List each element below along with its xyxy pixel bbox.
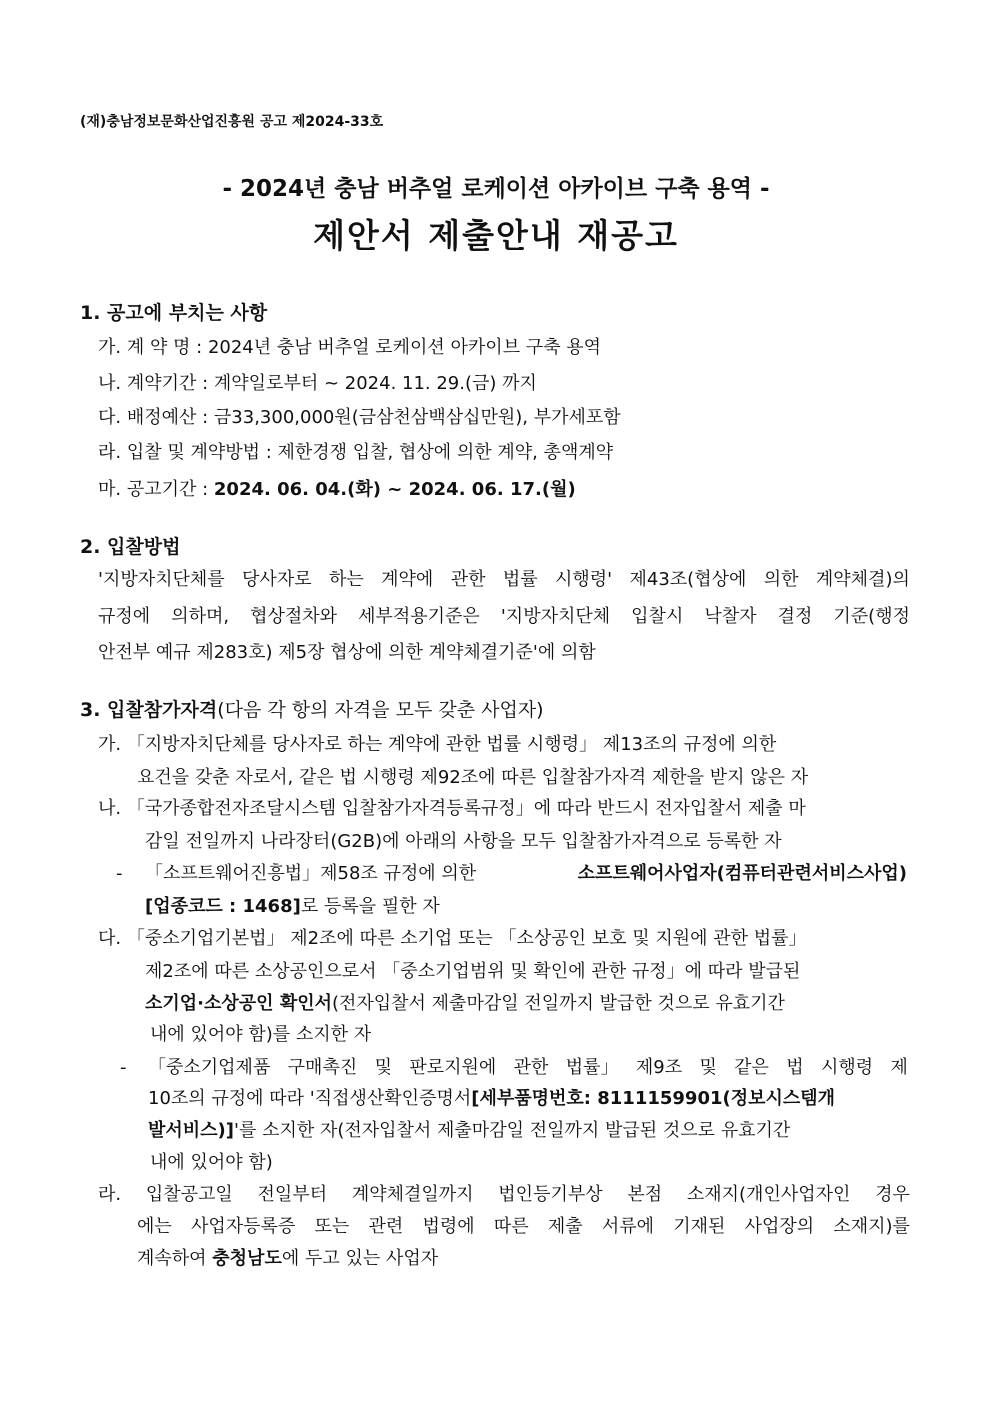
section3-item-na-cont: 감일 전일까지 나라장터(G2B)에 아래의 사항을 모두 입찰참가자격으로 등록한 자 [145, 831, 782, 852]
word: 의한 [763, 569, 799, 590]
section3-item-ra [98, 1183, 910, 1207]
word: 제출 [547, 1216, 583, 1237]
word: 본점 [627, 1184, 663, 1205]
word: '지방자치단체를 [98, 569, 225, 590]
item-value: 2024년 충남 버추얼 로케이션 아카이브 구축 용역 [207, 337, 602, 358]
word: 기준(행정 [833, 606, 910, 627]
section2-line [98, 568, 910, 592]
item-label: 라. 입찰 및 계약방법 : [98, 442, 278, 463]
word: 판로지원에 [409, 1057, 497, 1078]
document-title: 제안서 제출안내 재공고 [313, 216, 679, 255]
line-text [98, 605, 910, 629]
word: 하는 [328, 569, 364, 590]
certificate-name: 소기업·소상공인 확인서 [145, 993, 332, 1014]
word: 사업장의 [744, 1216, 815, 1237]
word: 법인등기부상 [498, 1184, 603, 1205]
word: 관한 [513, 1057, 549, 1078]
notice-number: (재)충남정보문화산업진흥원 공고 제2024-33호 [80, 114, 384, 130]
section1-item-bid-method [98, 441, 613, 465]
word: 입찰시 [631, 606, 684, 627]
item-number-cont: 발서비스)] [148, 1120, 235, 1141]
section3-item-ra-cont [137, 1215, 910, 1239]
line-text [98, 1183, 910, 1207]
line-text: 에 두고 있는 사업자 [281, 1248, 439, 1269]
word: 따른 [493, 1216, 529, 1237]
heading-rest: (다음 각 항의 자격을 모두 갖춘 사업자) [217, 699, 544, 721]
section3-da-sub-line [148, 1056, 908, 1080]
section1-heading: 1. 공고에 부치는 사항 [80, 302, 268, 324]
section3-item-da-cont [145, 992, 785, 1016]
word: 기재된 [673, 1216, 726, 1237]
word: 제43조(협상에 [629, 569, 747, 590]
region-name: 충청남도 [212, 1248, 282, 1269]
word: 관한 [450, 569, 486, 590]
section3-da-sub-line [148, 1087, 835, 1111]
list-dash: - [116, 863, 123, 884]
section3-item-da-cont: 제2조에 따른 소상공인으로서 「중소기업범위 및 확인에 관한 규정」에 따라 발급된 [145, 961, 801, 982]
word: 사업자등록증 [190, 1216, 296, 1237]
word: 및 [374, 1057, 392, 1078]
sub-text: 「소프트웨어진흥법」제58조 규정에 의한 [145, 863, 477, 884]
section2-line: 안전부 예규 제283호) 제5장 협상에 의한 계약체결기준'에 의함 [98, 642, 596, 663]
word: 법 [786, 1057, 804, 1078]
word: '지방자치단체 [500, 606, 611, 627]
word: 시행령' [555, 569, 613, 590]
word: 결정 [777, 606, 813, 627]
line-text [98, 568, 910, 592]
section3-item-ga-cont: 요건을 갖춘 자로서, 같은 법 시행령 제92조에 따른 입찰참가자격 제한을 받지 않은 자 [137, 767, 809, 788]
heading-bold: 3. 입찰참가자격 [80, 699, 218, 721]
word: 의하며, [171, 606, 230, 627]
section3-na-sub-line [145, 862, 907, 886]
sub-text: (전자입찰서 제출마감일 전일까지 발급한 것으로 유효기간 [331, 993, 785, 1014]
section3-item-da-cont: 내에 있어야 함)를 소지한 자 [150, 1024, 372, 1045]
section3-na-sub-line [145, 895, 440, 919]
word: 또는 [314, 1216, 350, 1237]
sub-bold-text: 소프트웨어사업자(컴퓨터관련서비스사업) [577, 863, 907, 884]
word: 입찰공고일 [145, 1184, 233, 1205]
item-value: 2024. 06. 04.(화) ~ 2024. 06. 17.(월) [213, 479, 576, 500]
word: 관련 [368, 1216, 404, 1237]
word: 시행령 [821, 1057, 874, 1078]
sub-text: '를 소지한 자(전자입찰서 제출마감일 전일까지 발급된 것으로 유효기간 [234, 1120, 791, 1141]
word: 소재지(개인사업자인 [686, 1184, 851, 1205]
section2-line [98, 605, 910, 629]
sub-text: 10조의 규정에 따라 '직접생산확인증명서 [148, 1088, 472, 1109]
section2-heading: 2. 입찰방법 [80, 536, 181, 558]
section3-item-ra-cont [137, 1247, 438, 1271]
item-number: [세부품명번호: 8111159901(정보시스템개 [471, 1088, 836, 1109]
word: 서류에 [601, 1216, 654, 1237]
industry-code: [업종코드 : 1468] [145, 896, 301, 917]
word: 법률」 [565, 1057, 619, 1078]
word: 라. [98, 1184, 122, 1205]
section1-item-contract-period [98, 372, 537, 396]
item-label: 마. 공고기간 : [98, 479, 214, 500]
sub-text [148, 1056, 908, 1080]
word: 및 [699, 1057, 717, 1078]
word: 규정에 [98, 606, 151, 627]
word: 에는 [137, 1216, 172, 1237]
section1-item-budget [98, 406, 621, 430]
word: 「중소기업제품 [148, 1057, 271, 1078]
line-text [137, 1215, 910, 1239]
word: 계약체결)의 [815, 569, 910, 590]
section1-item-notice-period [98, 478, 576, 502]
section3-item-ga: 가. 「지방자치단체를 당사자로 하는 계약에 관한 법률 시행령」 제13조의 규정에 의한 [98, 734, 777, 755]
section3-da-sub-line [148, 1119, 790, 1143]
item-value: 제한경쟁 입찰, 협상에 의한 계약, 총액계약 [277, 442, 614, 463]
word: 경우 [875, 1184, 910, 1205]
word: 당사자로 [242, 569, 312, 590]
section3-item-na: 나. 「국가종합전자조달시스템 입찰참가자격등록규정」에 따라 반드시 전자입찰서 제출 마 [98, 798, 806, 819]
section3-heading [80, 698, 544, 722]
sub-text: 로 등록을 필한 자 [300, 896, 440, 917]
word: 구매촉진 [287, 1057, 358, 1078]
document-subtitle: - 2024년 충남 버추얼 로케이션 아카이브 구축 용역 - [222, 176, 770, 202]
word: 협상절차와 [250, 606, 338, 627]
word: 제9조 [635, 1057, 683, 1078]
word: 같은 [734, 1057, 769, 1078]
list-dash: - [120, 1057, 127, 1078]
word: 계약체결일까지 [351, 1184, 474, 1205]
item-label: 나. 계약기간 : [98, 373, 214, 394]
word: 계약에 [381, 569, 434, 590]
word: 제 [890, 1057, 908, 1078]
word: 소재지)를 [833, 1216, 910, 1237]
line-text: 계속하여 [137, 1248, 213, 1269]
section3-item-da: 다. 「중소기업기본법」 제2조에 따른 소기업 또는 「소상공인 보호 및 지원에 관한 법률」 [98, 928, 807, 949]
item-value: 금33,300,000원(금삼천삼백삼십만원), 부가세포함 [213, 407, 621, 428]
word: 전일부터 [257, 1184, 328, 1205]
word: 법령에 [422, 1216, 475, 1237]
item-value: 계약일로부터 ~ 2024. 11. 29.(금) 까지 [213, 373, 537, 394]
word: 세부적용기준은 [358, 606, 480, 627]
item-label: 가. 계 약 명 : [98, 337, 208, 358]
section1-item-contract-name [98, 336, 601, 360]
section3-da-sub-line: 내에 있어야 함) [150, 1152, 273, 1173]
word: 법률 [502, 569, 538, 590]
item-label: 다. 배정예산 : [98, 407, 214, 428]
word: 낙찰자 [704, 606, 757, 627]
